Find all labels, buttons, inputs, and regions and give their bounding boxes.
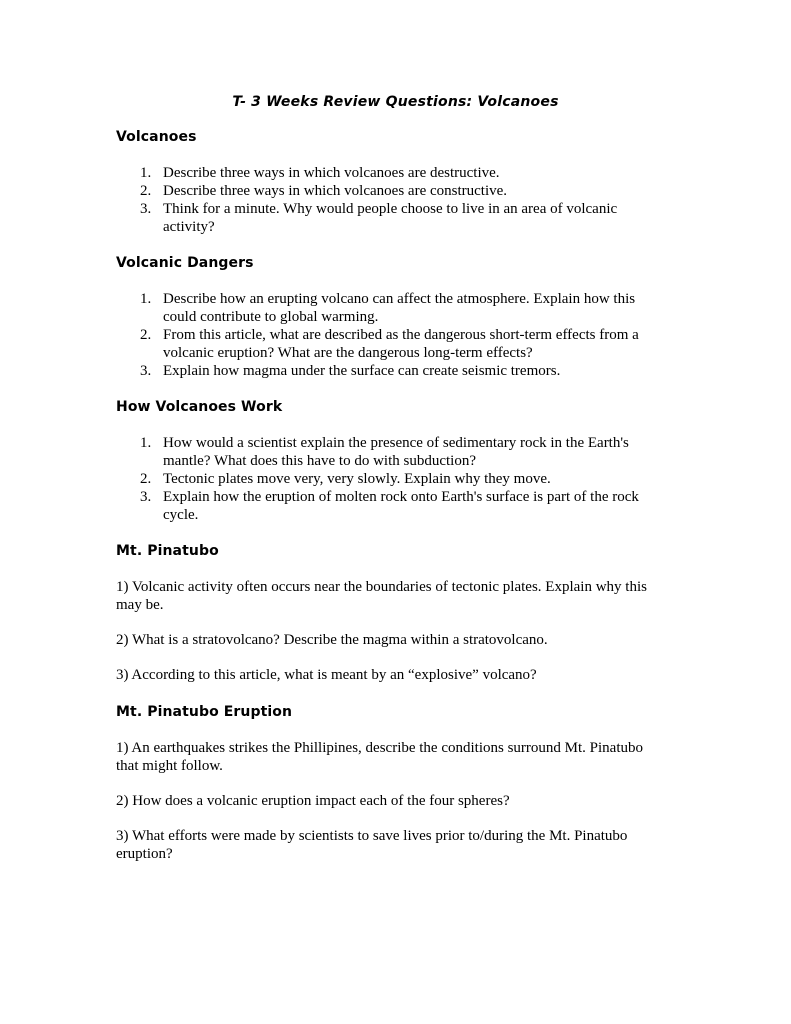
question-item: [116, 488, 658, 524]
page-title: T- 3 Weeks Review Questions: Volcanoes: [232, 94, 559, 110]
section-heading: Volcanoes: [116, 129, 197, 145]
question-paragraph: 2) What is a stratovolcano? Describe the magma within a stratovolcano.: [116, 632, 548, 648]
question-number: 2.: [140, 471, 152, 487]
question-list: [116, 434, 676, 524]
question-list: [116, 164, 676, 236]
question-paragraph: 3) What efforts were made by scientists to save lives prior to/during the Mt. Pinatubo eruption?: [116, 828, 628, 862]
question-paragraph: 1) An earthquakes strikes the Phillipines, describe the conditions surround Mt. Pinatubo that might follow.: [116, 740, 644, 774]
question-text: Explain how magma under the surface can create seismic tremors.: [163, 363, 561, 379]
question-number: 1.: [140, 165, 152, 181]
question-number: 3.: [140, 201, 152, 217]
question-item: [116, 164, 676, 182]
question-number: 1.: [140, 291, 152, 307]
question-text: Tectonic plates move very, very slowly. Explain why they move.: [163, 471, 551, 487]
question-text: Describe three ways in which volcanoes are constructive.: [163, 183, 508, 199]
section-heading: Mt. Pinatubo: [116, 543, 219, 559]
question-item: [116, 434, 637, 470]
question-number: 3.: [140, 489, 152, 505]
question-number: 2.: [140, 327, 152, 343]
question-paragraph: 3) According to this article, what is meant by an “explosive” volcano?: [116, 667, 537, 683]
section-how-volcanoes-work: [116, 397, 676, 524]
section-volcanic-dangers: [116, 253, 676, 380]
question-item: [116, 182, 676, 200]
question-item: [116, 290, 651, 326]
section-heading: How Volcanoes Work: [116, 399, 283, 415]
question-number: 2.: [140, 183, 152, 199]
question-text: Explain how the eruption of molten rock onto Earth's surface is part of the rock cycle.: [163, 489, 639, 523]
question-text: How would a scientist explain the presence of sedimentary rock in the Earth's mantle? What does this have to do with subduction?: [163, 435, 629, 469]
question-item: [116, 326, 661, 362]
question-text: Describe three ways in which volcanoes are destructive.: [163, 165, 500, 181]
question-paragraph: 2) How does a volcanic eruption impact each of the four spheres?: [116, 793, 510, 809]
section-heading: Mt. Pinatubo Eruption: [116, 704, 293, 720]
question-item: [116, 470, 676, 488]
section-mt-pinatubo: [116, 541, 676, 684]
section-volcanoes: [116, 127, 676, 236]
question-item: [116, 200, 641, 236]
question-text: From this article, what are described as the dangerous short-term effects from a volcanic eruption? What are the dangerous long-term effects?: [163, 327, 639, 361]
question-list: [116, 290, 676, 380]
question-paragraph: 1) Volcanic activity often occurs near the boundaries of tectonic plates. Explain why this may be.: [116, 579, 647, 613]
section-mt-pinatubo-eruption: [116, 702, 676, 863]
question-text: Describe how an erupting volcano can affect the atmosphere. Explain how this could contribute to global warming.: [163, 291, 636, 325]
question-text: Think for a minute. Why would people choose to live in an area of volcanic activity?: [163, 201, 618, 235]
section-heading: Volcanic Dangers: [116, 255, 254, 271]
question-number: 1.: [140, 435, 152, 451]
question-number: 3.: [140, 363, 152, 379]
question-item: [116, 362, 676, 380]
